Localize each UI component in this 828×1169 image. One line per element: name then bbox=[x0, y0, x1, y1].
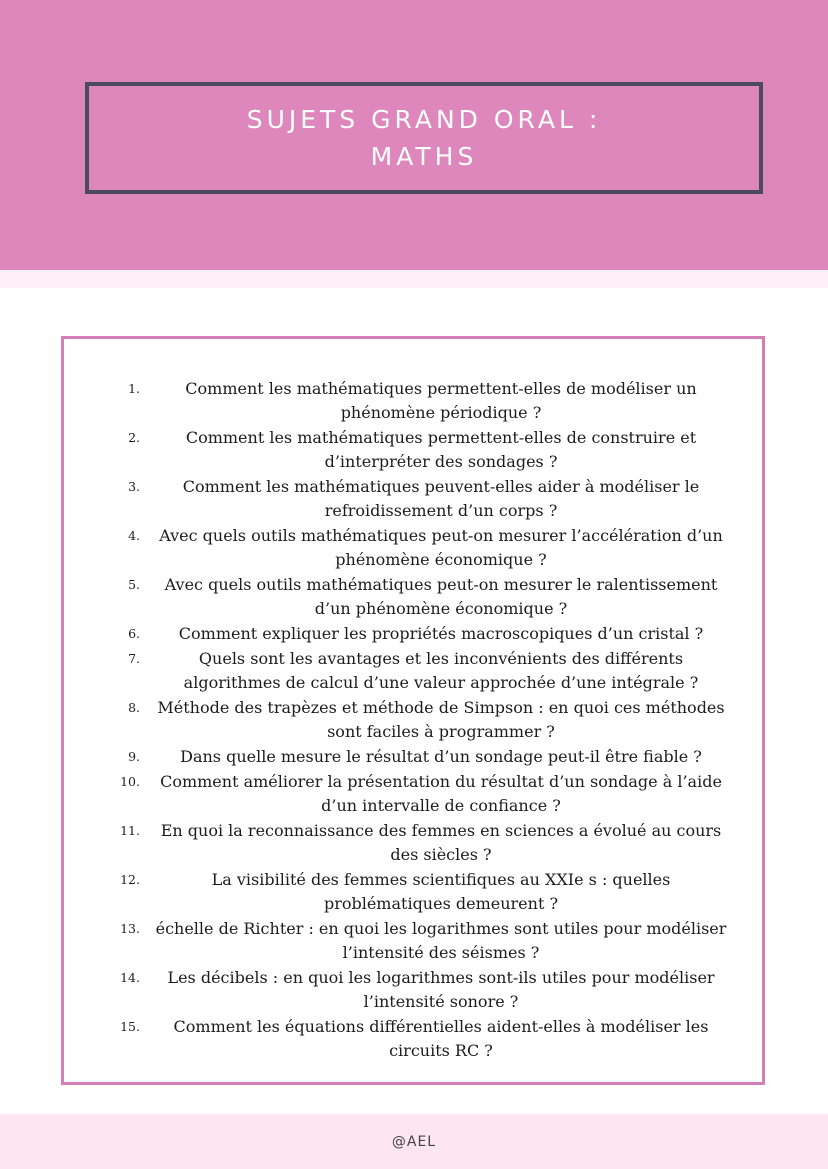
page-title-line-1: SUJETS GRAND ORAL : bbox=[246, 105, 602, 134]
list-item bbox=[94, 770, 732, 818]
list-item-text: Avec quels outils mathématiques peut-on mesurer l’accélération d’un phénomène économique ? bbox=[159, 526, 723, 569]
page-title-line-2: MATHS bbox=[370, 142, 478, 171]
list-item bbox=[94, 819, 732, 867]
list-item bbox=[94, 1015, 732, 1063]
list-item-text: Méthode des trapèzes et méthode de Simpson : en quoi ces méthodes sont faciles à programmer ? bbox=[157, 698, 725, 741]
list-item-number: 7. bbox=[128, 651, 140, 666]
list-item-number: 3. bbox=[128, 479, 140, 494]
list-item-number: 5. bbox=[128, 577, 140, 592]
list-item-text: Comment les équations différentielles aident-elles à modéliser les circuits RC ? bbox=[173, 1017, 709, 1060]
list-item-number: 15. bbox=[120, 1019, 140, 1034]
header-strip bbox=[0, 270, 828, 288]
list-item-number: 14. bbox=[120, 970, 140, 985]
list-item-text: Comment améliorer la présentation du résultat d’un sondage à l’aide d’un intervalle de confiance ? bbox=[160, 772, 722, 815]
list-item-text: Les décibels : en quoi les logarithmes sont-ils utiles pour modéliser l’intensité sonore ? bbox=[167, 968, 715, 1011]
list-item-text: Avec quels outils mathématiques peut-on mesurer le ralentissement d’un phénomène économique ? bbox=[164, 575, 718, 618]
list-item bbox=[94, 917, 732, 965]
list-item-text: Dans quelle mesure le résultat d’un sondage peut-il être fiable ? bbox=[180, 747, 702, 766]
list-item bbox=[94, 573, 732, 621]
list-item-text: Comment les mathématiques permettent-elles de modéliser un phénomène périodique ? bbox=[185, 379, 697, 422]
title-box bbox=[85, 82, 763, 194]
list-item-text: La visibilité des femmes scientifiques au XXIe s : quelles problématiques demeurent ? bbox=[211, 870, 671, 913]
subject-list bbox=[94, 377, 732, 1063]
list-item-number: 2. bbox=[128, 430, 140, 445]
list-item-number: 10. bbox=[120, 774, 140, 789]
list-item bbox=[94, 647, 732, 695]
list-item-text: échelle de Richter : en quoi les logarithmes sont utiles pour modéliser l’intensité des séismes ? bbox=[155, 919, 727, 962]
list-item-number: 6. bbox=[128, 626, 140, 641]
list-item bbox=[94, 475, 732, 523]
list-item-text: Comment les mathématiques permettent-elles de construire et d’interpréter des sondages ? bbox=[185, 428, 697, 471]
list-item-number: 1. bbox=[128, 381, 140, 396]
list-item-text: Comment les mathématiques peuvent-elles aider à modéliser le refroidissement d’un corps ? bbox=[182, 477, 700, 520]
list-item-number: 9. bbox=[128, 749, 140, 764]
list-item bbox=[94, 745, 732, 769]
list-item bbox=[94, 868, 732, 916]
list-item-number: 11. bbox=[120, 823, 140, 838]
list-item-text: En quoi la reconnaissance des femmes en sciences a évolué au cours des siècles ? bbox=[160, 821, 722, 864]
subjects-box bbox=[61, 336, 765, 1085]
footer-credit: @AEL bbox=[391, 1133, 437, 1150]
list-item-number: 13. bbox=[120, 921, 140, 936]
list-item bbox=[94, 696, 732, 744]
list-item bbox=[94, 966, 732, 1014]
list-item-number: 4. bbox=[128, 528, 140, 543]
list-item bbox=[94, 377, 732, 425]
list-item-text: Comment expliquer les propriétés macroscopiques d’un cristal ? bbox=[178, 624, 704, 643]
list-item-text: Quels sont les avantages et les inconvénients des différents algorithmes de calcul d’une valeur approchée d’une intégrale ? bbox=[183, 649, 699, 692]
list-item bbox=[94, 622, 732, 646]
footer-band bbox=[0, 1114, 828, 1169]
list-item-number: 12. bbox=[120, 872, 140, 887]
list-item-number: 8. bbox=[128, 700, 140, 715]
list-item bbox=[94, 524, 732, 572]
list-item bbox=[94, 426, 732, 474]
